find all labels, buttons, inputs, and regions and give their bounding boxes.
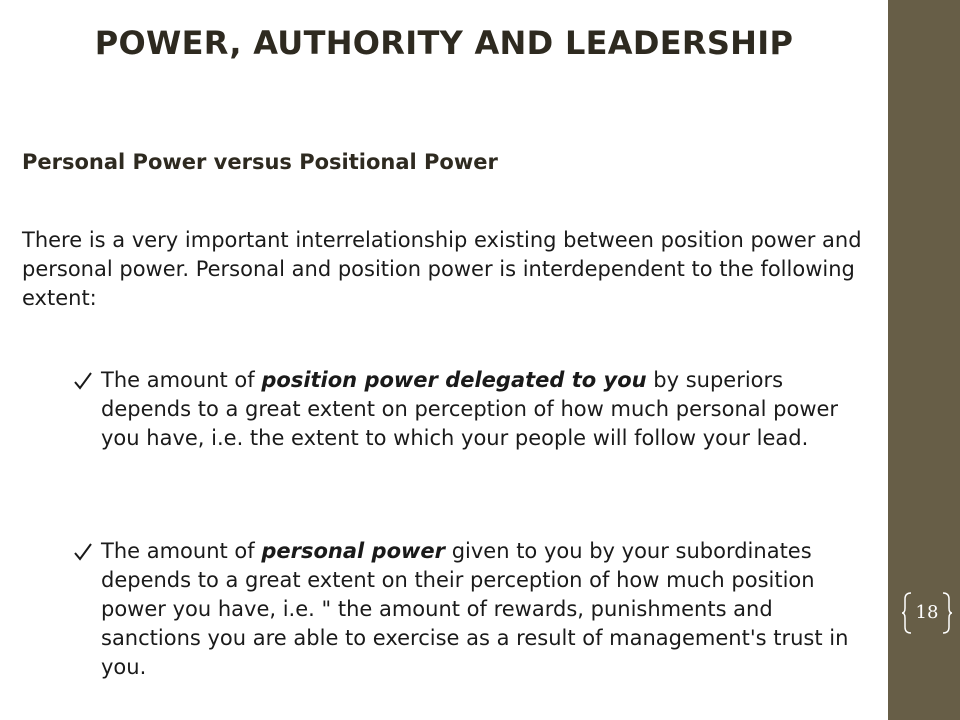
checkmark-icon xyxy=(72,537,94,566)
bullet-text-post: given to you by your subordinates depends to a great extent on their perception of how much position power you have, i.e. " the amount of rewards, punishments and sanctions you are able to exercise as a result of management's trust in you. xyxy=(101,539,849,679)
bullet-text xyxy=(101,366,872,453)
bullet-text-pre: The amount of xyxy=(101,539,262,563)
bullet-item xyxy=(72,366,872,453)
bullet-text-emphasis: personal power xyxy=(261,539,446,563)
intro-paragraph: There is a very important interrelationship existing between position power and personal power. Personal and position power is interdependent to the following extent: xyxy=(22,228,862,310)
checkmark-icon xyxy=(72,366,94,395)
bullet-item xyxy=(72,537,872,682)
page-number: 18 xyxy=(915,602,939,623)
bullet-text-emphasis: position power delegated to you xyxy=(261,368,647,392)
slide-title: POWER, AUTHORITY AND LEADERSHIP xyxy=(94,24,794,62)
slide-subtitle: Personal Power versus Positional Power xyxy=(22,150,498,174)
page-number-badge xyxy=(902,591,952,635)
bullet-text-pre: The amount of xyxy=(101,368,262,392)
bullet-text-post: by superiors depends to a great extent on perception of how much personal power you have, i.e. the extent to which your people will follow your lead. xyxy=(101,368,839,450)
bullet-text xyxy=(101,537,872,682)
